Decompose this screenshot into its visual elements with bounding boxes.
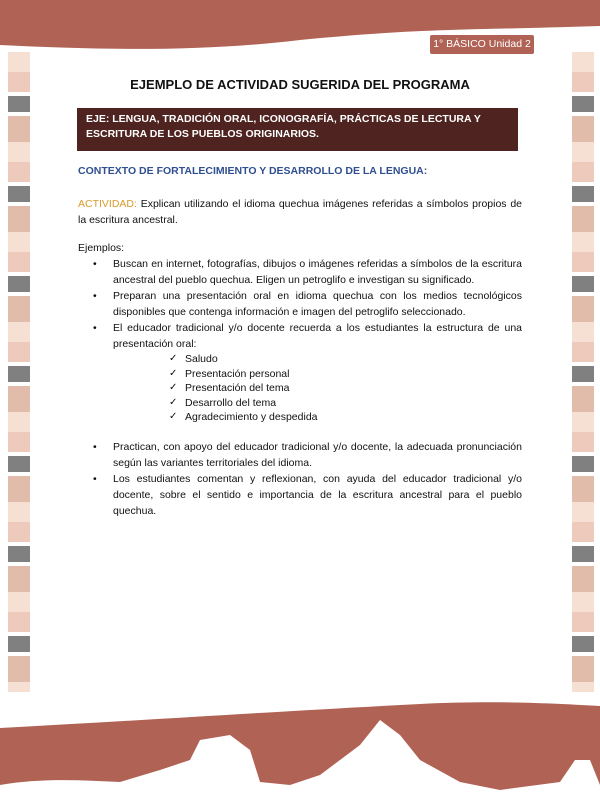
footer-landscape-banner bbox=[0, 690, 600, 800]
list-item: • Preparan una presentación oral en idioma quechua con los medios tecnológicos disponibles que contenga información e imagen del petroglifo seleccionado. bbox=[78, 288, 522, 320]
activity-text: Explican utilizando el idioma quechua imágenes referidas a símbolos propios de la escritura ancestral. bbox=[78, 198, 522, 226]
examples-list bbox=[78, 256, 522, 352]
page-title: EJEMPLO DE ACTIVIDAD SUGERIDA DEL PROGRAMA bbox=[130, 77, 470, 92]
examples-label: Ejemplos: bbox=[78, 242, 125, 254]
check-item: ✓ Presentación personal bbox=[78, 367, 522, 382]
list-item: • El educador tradicional y/o docente recuerda a los estudiantes la estructura de una presentación oral: bbox=[78, 320, 522, 352]
list-item: • Los estudiantes comentan y reflexionan, con ayuda del educador tradicional y/o docente, sobre el sentido e importancia de la escritura ancestral para el pueblo quechua. bbox=[78, 471, 522, 519]
grade-unit-badge: 1° BÁSICO Unidad 2 bbox=[430, 35, 534, 54]
right-decorative-border bbox=[572, 52, 594, 692]
examples-list-continued bbox=[78, 439, 522, 519]
activity-paragraph bbox=[78, 196, 522, 228]
left-decorative-border bbox=[8, 52, 30, 692]
eje-banner: EJE: LENGUA, TRADICIÓN ORAL, ICONOGRAFÍA, PRÁCTICAS DE LECTURA Y ESCRITURA DE LOS PUEBLOS ORIGINARIOS. bbox=[77, 108, 518, 151]
list-item: • Practican, con apoyo del educador tradicional y/o docente, la adecuada pronunciación según las variantes territoriales del idioma. bbox=[78, 439, 522, 471]
check-item: ✓ Agradecimiento y despedida bbox=[78, 410, 522, 425]
activity-body bbox=[78, 196, 522, 519]
check-item: ✓ Saludo bbox=[78, 352, 522, 367]
list-item: • Buscan en internet, fotografías, dibujos o imágenes referidas a símbolos de la escritura ancestral del pueblo quechua. Eligen un petroglifo e investigan su significado. bbox=[78, 256, 522, 288]
check-item: ✓ Desarrollo del tema bbox=[78, 396, 522, 411]
check-item: ✓ Presentación del tema bbox=[78, 381, 522, 396]
context-heading: CONTEXTO DE FORTALECIMIENTO Y DESARROLLO DE LA LENGUA: bbox=[78, 165, 428, 177]
presentation-structure-list bbox=[78, 352, 522, 425]
activity-label: ACTIVIDAD: bbox=[78, 198, 137, 210]
